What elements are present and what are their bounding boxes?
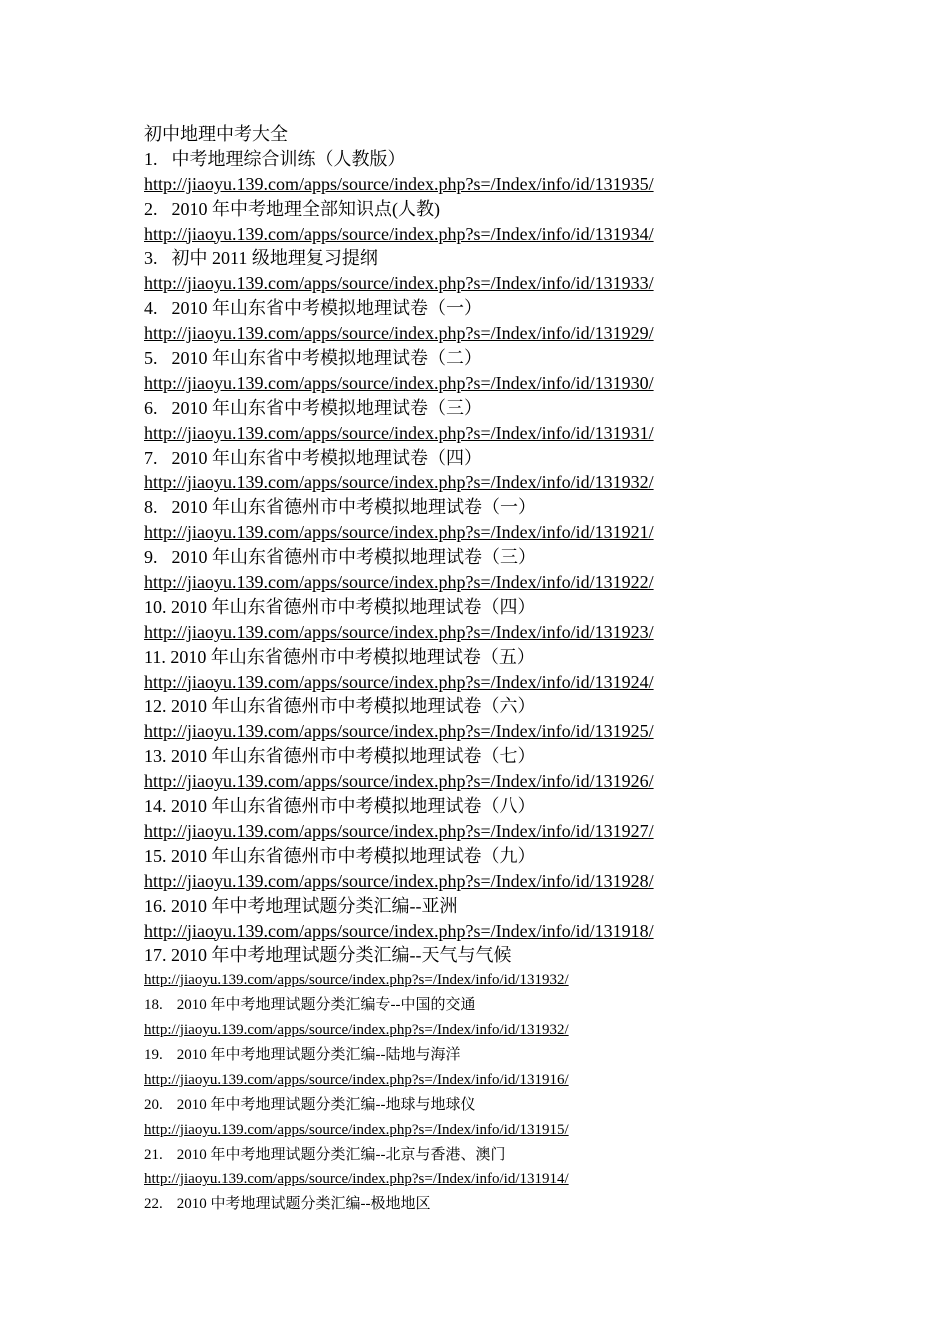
list-item-title [144, 694, 844, 719]
list-item-title [144, 1093, 844, 1118]
list-item-link-line [144, 1068, 844, 1093]
list-item-link[interactable]: http://jiaoyu.139.com/apps/source/index.php?s=/Index/info/id/131926/ [144, 771, 654, 792]
list-item-title [144, 446, 844, 471]
list-item-title [144, 396, 844, 421]
list-item-link-line [144, 1167, 844, 1192]
list-item-number: 15. [144, 845, 167, 866]
list-item-title [144, 246, 844, 271]
document-content [144, 122, 844, 1217]
list-item-number: 10. [144, 596, 167, 617]
list-item-title [144, 744, 844, 769]
list-item-text: 2010 年山东省中考模拟地理试卷（四） [171, 447, 482, 468]
list-item-link[interactable]: http://jiaoyu.139.com/apps/source/index.php?s=/Index/info/id/131918/ [144, 920, 654, 941]
list-item-text: 2010 年山东省中考模拟地理试卷（二） [171, 348, 482, 369]
list-item-number: 2. [144, 198, 158, 219]
list-item-link-line [144, 968, 844, 993]
list-item-link-line [144, 520, 844, 545]
list-item-link-line [144, 1018, 844, 1043]
list-item-number: 13. [144, 746, 167, 767]
list-item-title [144, 844, 844, 869]
list-item-title [144, 1192, 844, 1217]
list-item-link-line [144, 321, 844, 346]
list-item-title [144, 943, 844, 968]
list-item-number: 1. [144, 148, 158, 169]
list-item-text: 2010 年山东省德州市中考模拟地理试卷（三） [171, 547, 536, 568]
list-item-text: 2010 年中考地理试题分类汇编--北京与香港、澳门 [176, 1146, 506, 1163]
list-item-link[interactable]: http://jiaoyu.139.com/apps/source/index.php?s=/Index/info/id/131934/ [144, 223, 654, 244]
list-item-number: 11. [144, 646, 166, 667]
list-item-link-line [144, 470, 844, 495]
list-item-link-line [144, 172, 844, 197]
list-item-link[interactable]: http://jiaoyu.139.com/apps/source/index.php?s=/Index/info/id/131927/ [144, 820, 654, 841]
link-list [144, 147, 844, 1217]
list-item-title [144, 495, 844, 520]
list-item-link[interactable]: http://jiaoyu.139.com/apps/source/index.php?s=/Index/info/id/131923/ [144, 621, 654, 642]
list-item-link[interactable]: http://jiaoyu.139.com/apps/source/index.php?s=/Index/info/id/131922/ [144, 572, 654, 593]
list-item-title [144, 147, 844, 172]
list-item-number: 19. [144, 1046, 163, 1063]
list-item-number: 5. [144, 348, 158, 369]
list-item-text: 2010 年山东省德州市中考模拟地理试卷（五） [170, 646, 535, 667]
list-item-link-line [144, 371, 844, 396]
list-item-title [144, 1143, 844, 1168]
list-item-number: 20. [144, 1096, 163, 1113]
list-item-title [144, 1043, 844, 1068]
list-item-text: 2010 年中考地理试题分类汇编专--中国的交通 [176, 997, 476, 1014]
list-item-link-line [144, 271, 844, 296]
list-item-text: 2010 年山东省中考模拟地理试卷（三） [171, 397, 482, 418]
list-item-number: 16. [144, 895, 167, 916]
list-item-text: 2010 中考地理试题分类汇编--极地地区 [176, 1196, 431, 1213]
list-item-link-line [144, 769, 844, 794]
list-item-text: 初中 2011 级地理复习提纲 [171, 248, 378, 269]
list-item-title [144, 993, 844, 1018]
list-item-link[interactable]: http://jiaoyu.139.com/apps/source/index.php?s=/Index/info/id/131914/ [144, 1171, 569, 1188]
list-item-link[interactable]: http://jiaoyu.139.com/apps/source/index.php?s=/Index/info/id/131935/ [144, 173, 654, 194]
list-item-link-line [144, 570, 844, 595]
list-item-text: 2010 年中考地理试题分类汇编--地球与地球仪 [176, 1096, 476, 1113]
list-item-link[interactable]: http://jiaoyu.139.com/apps/source/index.php?s=/Index/info/id/131932/ [144, 1022, 569, 1039]
list-item-text: 2010 年山东省德州市中考模拟地理试卷（七） [171, 746, 536, 767]
list-item-link-line [144, 421, 844, 446]
list-item-text: 2010 年山东省德州市中考模拟地理试卷（四） [171, 596, 536, 617]
list-item-link[interactable]: http://jiaoyu.139.com/apps/source/index.php?s=/Index/info/id/131929/ [144, 323, 654, 344]
list-item-title [144, 595, 844, 620]
list-item-link-line [144, 869, 844, 894]
list-item-text: 2010 年山东省德州市中考模拟地理试卷（九） [171, 845, 536, 866]
list-item-number: 14. [144, 796, 167, 817]
list-item-title [144, 645, 844, 670]
list-item-link-line [144, 1118, 844, 1143]
list-item-link[interactable]: http://jiaoyu.139.com/apps/source/index.php?s=/Index/info/id/131932/ [144, 972, 569, 989]
list-item-text: 2010 年中考地理试题分类汇编--天气与气候 [171, 945, 512, 966]
list-item-link-line [144, 919, 844, 944]
list-item-link-line [144, 670, 844, 695]
list-item-number: 4. [144, 298, 158, 319]
list-item-link-line [144, 222, 844, 247]
list-item-link[interactable]: http://jiaoyu.139.com/apps/source/index.php?s=/Index/info/id/131933/ [144, 273, 654, 294]
document-title: 初中地理中考大全 [144, 124, 288, 144]
list-item-number: 17. [144, 945, 167, 966]
list-item-title [144, 296, 844, 321]
list-item-title [144, 794, 844, 819]
list-item-link-line [144, 719, 844, 744]
list-item-link[interactable]: http://jiaoyu.139.com/apps/source/index.php?s=/Index/info/id/131930/ [144, 372, 654, 393]
list-item-text: 2010 年中考地理试题分类汇编--陆地与海洋 [176, 1046, 461, 1063]
list-item-link-line [144, 819, 844, 844]
list-item-number: 6. [144, 397, 158, 418]
list-item-number: 18. [144, 997, 163, 1014]
list-item-number: 3. [144, 248, 158, 269]
list-item-text: 2010 年中考地理全部知识点(人教) [171, 198, 440, 219]
list-item-text: 中考地理综合训练（人教版） [171, 148, 406, 169]
list-item-number: 22. [144, 1196, 163, 1213]
list-item-number: 12. [144, 696, 167, 717]
list-item-number: 9. [144, 547, 158, 568]
list-item-number: 21. [144, 1146, 163, 1163]
list-item-link[interactable]: http://jiaoyu.139.com/apps/source/index.php?s=/Index/info/id/131924/ [144, 671, 654, 692]
list-item-link[interactable]: http://jiaoyu.139.com/apps/source/index.php?s=/Index/info/id/131928/ [144, 870, 654, 891]
list-item-link[interactable]: http://jiaoyu.139.com/apps/source/index.php?s=/Index/info/id/131915/ [144, 1121, 569, 1138]
list-item-title [144, 346, 844, 371]
list-item-link[interactable]: http://jiaoyu.139.com/apps/source/index.php?s=/Index/info/id/131921/ [144, 522, 654, 543]
list-item-text: 2010 年山东省中考模拟地理试卷（一） [171, 298, 482, 319]
list-item-title [144, 197, 844, 222]
list-item-text: 2010 年中考地理试题分类汇编--亚洲 [171, 895, 458, 916]
list-item-title [144, 894, 844, 919]
list-item-text: 2010 年山东省德州市中考模拟地理试卷（八） [171, 796, 536, 817]
list-item-number: 8. [144, 497, 158, 518]
list-item-link[interactable]: http://jiaoyu.139.com/apps/source/index.php?s=/Index/info/id/131925/ [144, 721, 654, 742]
list-item-link[interactable]: http://jiaoyu.139.com/apps/source/index.php?s=/Index/info/id/131916/ [144, 1071, 569, 1088]
list-item-number: 7. [144, 447, 158, 468]
list-item-title [144, 545, 844, 570]
list-item-link-line [144, 620, 844, 645]
list-item-link[interactable]: http://jiaoyu.139.com/apps/source/index.php?s=/Index/info/id/131932/ [144, 472, 654, 493]
list-item-link[interactable]: http://jiaoyu.139.com/apps/source/index.php?s=/Index/info/id/131931/ [144, 422, 654, 443]
list-item-text: 2010 年山东省德州市中考模拟地理试卷（一） [171, 497, 536, 518]
list-item-text: 2010 年山东省德州市中考模拟地理试卷（六） [171, 696, 536, 717]
